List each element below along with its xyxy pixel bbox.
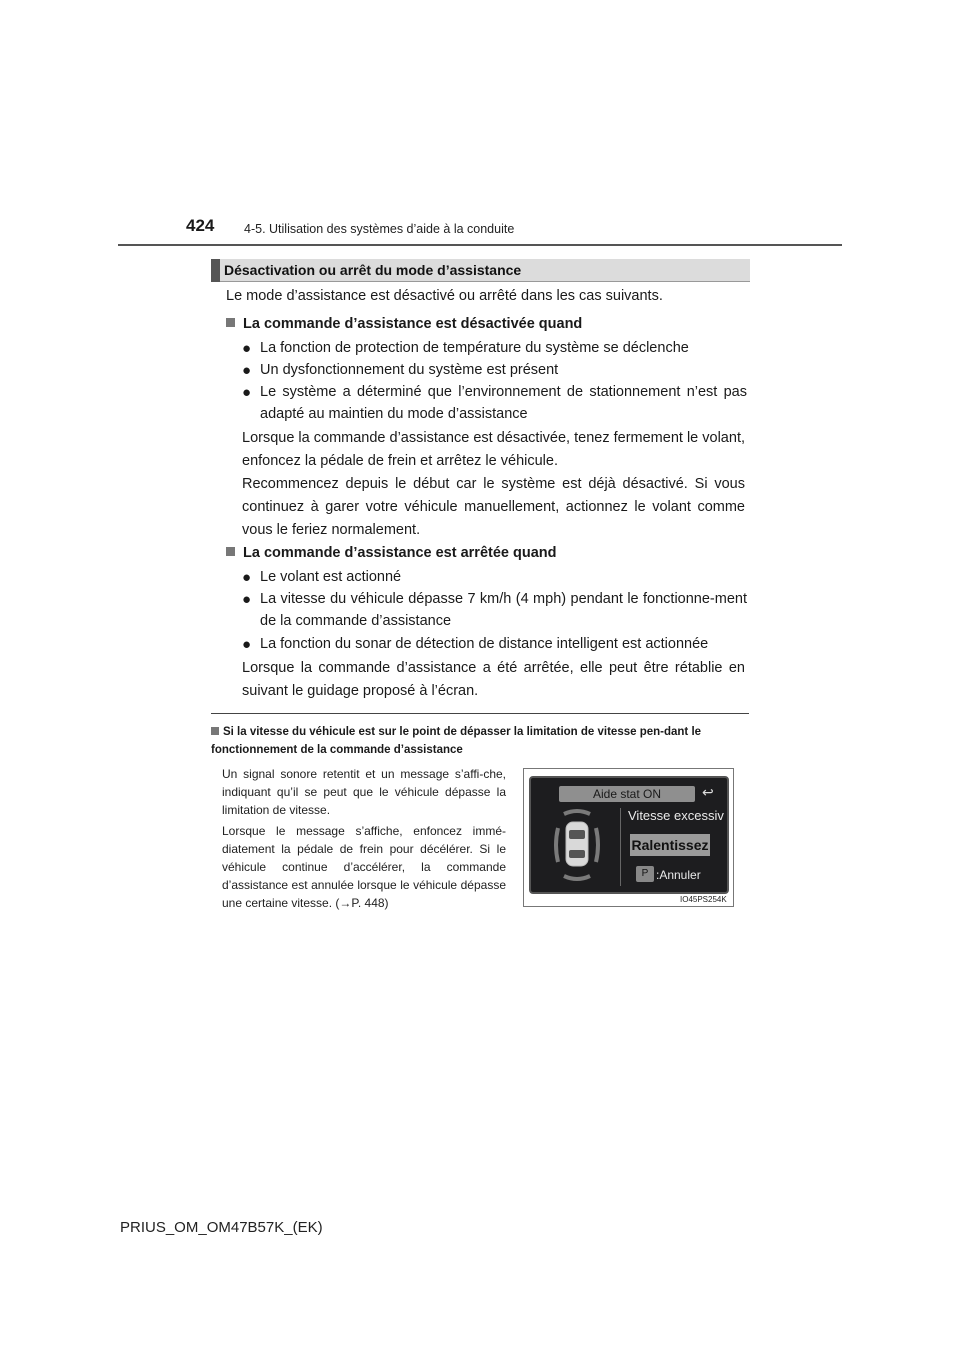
square-bullet-icon — [226, 318, 235, 327]
car-sensor-icon — [550, 808, 604, 882]
list-item: ● La fonction du sonar de détection de distance intelligent est actionnée — [242, 633, 747, 655]
screen-divider — [620, 808, 621, 886]
subheading-stopped — [226, 545, 557, 561]
bullet-dot-icon: ● — [242, 362, 252, 379]
list-item: ● Le système a déterminé que l’environnement de stationnement n’est pas adapté au maintien du mode d’assistance — [242, 384, 747, 422]
back-arrow-icon: ↩ — [702, 784, 714, 800]
intro-text: Le mode d’assistance est désactivé ou arrêté dans les cas suivants. — [226, 288, 663, 304]
page-number: 424 — [186, 216, 215, 235]
list-item: ● Le volant est actionné — [242, 566, 747, 588]
subheading-text: La commande d’assistance est désactivée quand — [243, 316, 583, 332]
bullet-dot-icon: ● — [242, 340, 252, 357]
square-bullet-icon — [211, 727, 219, 735]
paragraph: Recommencez depuis le début car le système est déjà désactivé. Si vous continuez à garer votre véhicule manuellement, actionnez le volant comme vous le feriez normalement. — [242, 476, 745, 538]
slow-down-label: Ralentissez — [630, 834, 710, 856]
section-heading: Désactivation ou arrêt du mode d’assistance — [224, 262, 522, 278]
paragraph: Lorsque la commande d’assistance est désactivée, tenez fermement le volant, enfoncez la pédale de frein et arrêtez le véhicule. — [242, 430, 745, 469]
list-item: ● La vitesse du véhicule dépasse 7 km/h (4 mph) pendant le fonctionne-ment de la commande d’assistance — [242, 591, 747, 629]
note-paragraph: Un signal sonore retentit et un message s’affi-che, indiquant qu’il se peut que le véhicule dépasse la limitation de vitesse. — [222, 767, 506, 817]
note-divider — [211, 713, 749, 714]
park-assist-icon: P — [636, 866, 654, 882]
list-item: ● La fonction de protection de température du système se déclenche — [242, 337, 747, 359]
cancel-label: :Annuler — [656, 868, 701, 882]
bullet-dot-icon: ● — [242, 384, 252, 401]
square-bullet-icon — [226, 547, 235, 556]
figure-code: IO45PS254K — [680, 895, 727, 904]
bullet-dot-icon: ● — [242, 569, 252, 586]
paragraph: Lorsque la commande d’assistance a été arrêtée, elle peut être rétablie en suivant le guidage proposé à l’écran. — [242, 660, 745, 699]
header-divider — [118, 244, 842, 246]
subheading-text: La commande d’assistance est arrêtée quand — [243, 545, 557, 561]
subheading-disabled — [226, 316, 582, 332]
section-title: 4-5. Utilisation des systèmes d’aide à la conduite — [244, 222, 515, 236]
note-heading: Si la vitesse du véhicule est sur le point de dépasser la limitation de vitesse pen-dant le fonctionnement de la commande d’assistance — [211, 726, 702, 756]
bullet-dot-icon: ● — [242, 636, 252, 653]
footer-code: PRIUS_OM_OM47B57K_(EK) — [120, 1219, 323, 1236]
warning-message: Vitesse excessiv — [628, 808, 724, 823]
bullet-dot-icon: ● — [242, 591, 252, 608]
note-paragraph: Lorsque le message s’affiche, enfoncez immé-diatement la pédale de frein pour décélérer. Si le véhicule continue d’accélérer, la commande d’assistance est annulée lorsque le véhicule dépasse une certaine vitesse. (→P. 448) — [222, 824, 506, 910]
heading-accent — [211, 259, 220, 282]
list-item: ● Un dysfonctionnement du système est présent — [242, 359, 747, 381]
status-pill: Aide stat ON — [559, 786, 695, 802]
